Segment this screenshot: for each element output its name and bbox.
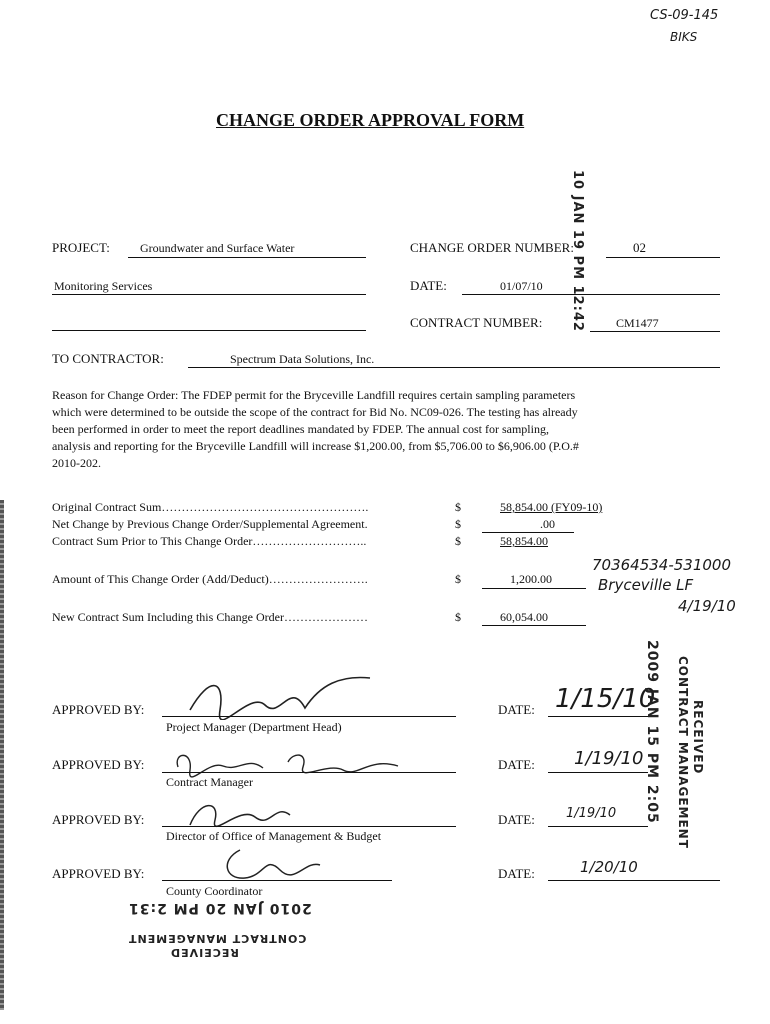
change-order-number-value: 02 xyxy=(633,240,646,255)
date-rule xyxy=(462,294,720,295)
signature-county-coordinator xyxy=(210,840,330,890)
prior-sum-currency: $ xyxy=(455,534,461,548)
approval-date-label-1: DATE: xyxy=(498,702,535,717)
handwritten-account-code: 70364534-531000 xyxy=(592,556,732,574)
approval-date-value-1: 1/15/10 xyxy=(555,684,656,714)
change-order-number-label: CHANGE ORDER NUMBER: xyxy=(410,240,574,255)
approval-date-rule-2 xyxy=(548,772,648,773)
prior-sum-label: Contract Sum Prior to This Change Order……………………….. xyxy=(52,534,367,548)
corner-note-line2: BIKS xyxy=(670,30,698,44)
signature-project-manager xyxy=(180,670,380,720)
right-stamp-line2: RECEIVED xyxy=(691,700,705,775)
approval-date-label-3: DATE: xyxy=(498,812,535,827)
bottom-stamp-line2: CONTRACT MANAGEMENT xyxy=(128,932,307,945)
approval-role-3: Director of Office of Management & Budget xyxy=(166,829,382,843)
project-value-line1: Groundwater and Surface Water xyxy=(140,241,295,255)
approval-role-2: Contract Manager xyxy=(166,775,253,789)
net-change-value: .00 xyxy=(540,517,555,531)
reason-line3: been performed in order to meet the report deadlines mandated by FDEP. The annual cost for sampling, xyxy=(52,422,549,436)
form-title: CHANGE ORDER APPROVAL FORM xyxy=(216,110,525,130)
reason-line1: Reason for Change Order: The FDEP permit for the Bryceville Landfill requires certain sampling parameters xyxy=(52,388,576,402)
approval-rule-4 xyxy=(162,880,392,881)
project-label: PROJECT: xyxy=(52,240,110,255)
change-order-number-rule xyxy=(606,257,720,258)
original-sum-value: 58,854.00 (FY09-10) xyxy=(500,500,603,514)
new-sum-rule xyxy=(482,625,586,626)
new-sum-label: New Contract Sum Including this Change Order………………… xyxy=(52,610,368,624)
handwritten-site-name: Bryceville LF xyxy=(598,576,694,594)
approval-date-value-2: 1/19/10 xyxy=(574,748,644,769)
reason-line4: analysis and reporting for the Bryceville Landfill will increase $1,200.00, from $5,706.00 to $6,906.00 (P.O.# xyxy=(52,439,579,453)
project-line2-rule xyxy=(52,294,366,295)
prior-sum-value: 58,854.00 xyxy=(500,534,548,548)
approved-by-label-3: APPROVED BY: xyxy=(52,812,145,827)
approved-by-label-4: APPROVED BY: xyxy=(52,866,145,881)
change-amount-currency: $ xyxy=(455,572,461,586)
contract-number-rule xyxy=(590,331,720,332)
approval-rule-1 xyxy=(162,716,456,717)
date-label: DATE: xyxy=(410,278,447,293)
approval-date-rule-1 xyxy=(548,716,648,717)
handwritten-note-date: 4/19/10 xyxy=(678,597,736,615)
net-change-label: Net Change by Previous Change Order/Supplemental Agreement. xyxy=(52,517,368,531)
right-stamp-line1: 2009 JAN 15 PM 2:05 xyxy=(644,640,660,824)
corner-note-line1: CS-09-145 xyxy=(650,8,719,23)
contract-number-label: CONTRACT NUMBER: xyxy=(410,315,543,330)
change-amount-value: 1,200.00 xyxy=(510,572,552,586)
approval-rule-2 xyxy=(162,772,456,773)
reason-line2: which were determined to be outside the scope of the contract for Bid No. NC09-026. The testing has already xyxy=(52,405,578,419)
approval-role-4: County Coordinator xyxy=(166,884,263,898)
reason-line5: 2010-202. xyxy=(52,456,101,470)
approval-date-value-4: 1/20/10 xyxy=(580,858,638,876)
net-change-currency: $ xyxy=(455,517,461,531)
approval-role-1: Project Manager (Department Head) xyxy=(166,720,342,734)
to-contractor-value: Spectrum Data Solutions, Inc. xyxy=(230,352,375,366)
contract-number-value: CM1477 xyxy=(616,316,659,330)
original-sum-label: Original Contract Sum……………………………………………. xyxy=(52,500,369,514)
date-value: 01/07/10 xyxy=(500,279,543,293)
new-sum-currency: $ xyxy=(455,610,461,624)
change-amount-rule xyxy=(482,588,586,589)
approval-rule-3 xyxy=(162,826,456,827)
approval-date-label-2: DATE: xyxy=(498,757,535,772)
approved-by-label-1: APPROVED BY: xyxy=(52,702,145,717)
top-received-stamp: 10 JAN 19 PM 12:42 xyxy=(570,170,585,332)
project-line3-rule xyxy=(52,330,366,331)
approval-date-value-3: 1/19/10 xyxy=(566,806,617,821)
binding-edge xyxy=(0,500,4,1010)
net-change-rule xyxy=(482,532,574,533)
approval-date-rule-4 xyxy=(548,880,720,881)
approved-by-label-2: APPROVED BY: xyxy=(52,757,145,772)
bottom-stamp-line3: RECEIVED xyxy=(170,946,239,959)
change-amount-label: Amount of This Change Order (Add/Deduct)……………………. xyxy=(52,572,368,586)
approval-date-rule-3 xyxy=(548,826,648,827)
right-stamp-line3: CONTRACT MANAGEMENT xyxy=(676,656,690,849)
to-contractor-label: TO CONTRACTOR: xyxy=(52,351,164,366)
project-value-line2: Monitoring Services xyxy=(54,279,153,293)
original-sum-currency: $ xyxy=(455,500,461,514)
to-contractor-rule xyxy=(188,367,720,368)
approval-date-label-4: DATE: xyxy=(498,866,535,881)
new-sum-value: 60,054.00 xyxy=(500,610,548,624)
bottom-stamp-line1: 2010 JAN 20 PM 2:31 xyxy=(128,900,312,916)
project-line1-rule xyxy=(128,257,366,258)
